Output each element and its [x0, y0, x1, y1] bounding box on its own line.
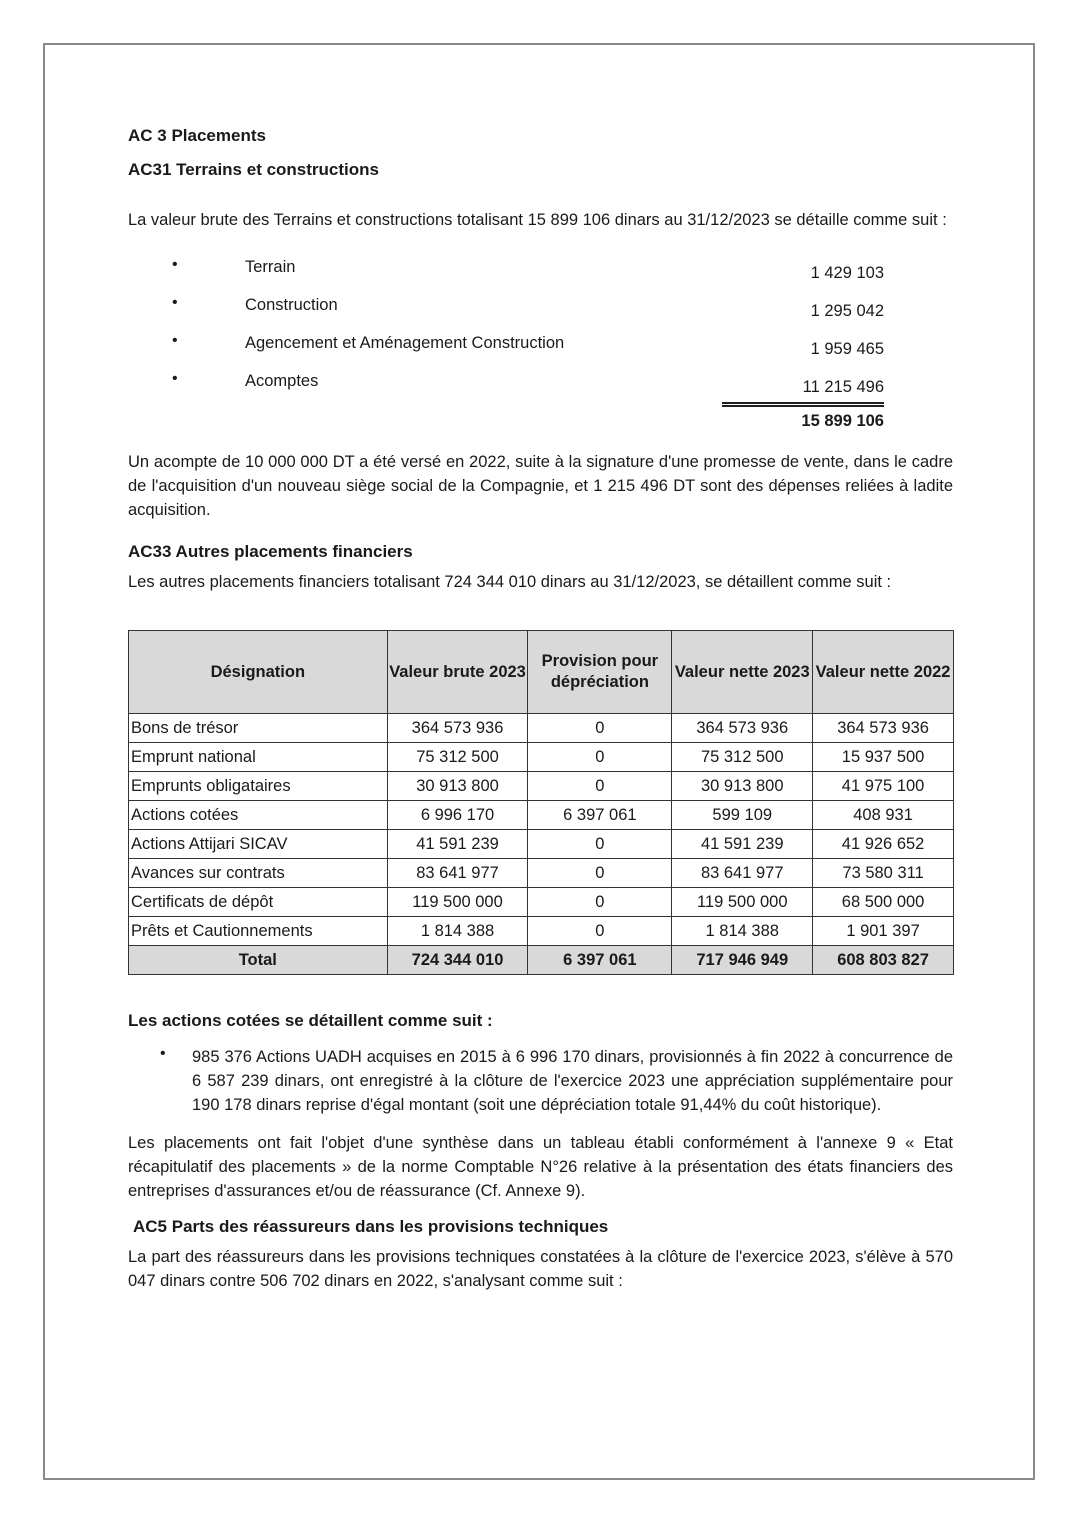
col-valeur-brute-2023: Valeur brute 2023: [387, 631, 528, 714]
cell-value: 41 591 239: [672, 830, 813, 859]
item-label: Agencement et Aménagement Construction: [245, 334, 565, 352]
cell-value: 1 814 388: [672, 917, 813, 946]
col-provision: Provision pour dépréciation: [528, 631, 672, 714]
ac31-intro: La valeur brute des Terrains et constructions totalisant 15 899 106 dinars au 31/12/2023 se détaille comme suit :: [128, 211, 947, 229]
bullet-icon: •: [160, 1045, 166, 1062]
cell-value: 0: [528, 917, 672, 946]
ac31-title: AC31 Terrains et constructions: [128, 160, 379, 179]
cell-total-value: 608 803 827: [813, 946, 954, 975]
cell-value: 6 996 170: [387, 801, 528, 830]
item-value: 1 295 042: [810, 302, 884, 320]
table-row: [129, 888, 954, 917]
item-label: Acomptes: [245, 372, 319, 390]
cell-value: 41 926 652: [813, 830, 954, 859]
ac33-title: AC33 Autres placements financiers: [128, 542, 413, 561]
cell-value: 6 397 061: [528, 801, 672, 830]
cell-designation: Emprunt national: [129, 743, 388, 772]
ac31-total: 15 899 106: [801, 412, 884, 430]
section-title: AC 3 Placements: [128, 126, 266, 145]
ac33-intro: Les autres placements financiers totalisant 724 344 010 dinars au 31/12/2023, se détaillent comme suit :: [128, 573, 892, 591]
col-designation: Désignation: [129, 631, 388, 714]
cell-value: 75 312 500: [387, 743, 528, 772]
cell-designation: Emprunts obligataires: [129, 772, 388, 801]
cell-value: 83 641 977: [672, 859, 813, 888]
cell-total-label: Total: [129, 946, 388, 975]
col-valeur-nette-2023: Valeur nette 2023: [672, 631, 813, 714]
bullet-icon: •: [172, 370, 178, 387]
table-row: [129, 743, 954, 772]
synthese-text: Les placements ont fait l'objet d'une synthèse dans un tableau établi conformément à l'annexe 9 « Etat récapitulatif des placements » de la norme Comptable N°26 relative à la présentation des états financiers des entreprises d'assurances et/ou de réassurance (Cf. Annexe 9).: [128, 1134, 953, 1200]
ac31-item: [128, 258, 884, 288]
ac31-item: [128, 334, 884, 364]
cell-value: 30 913 800: [387, 772, 528, 801]
cell-value: 73 580 311: [813, 859, 954, 888]
cell-value: 364 573 936: [813, 714, 954, 743]
ac31-item: [128, 372, 884, 402]
cell-designation: Actions cotées: [129, 801, 388, 830]
cell-value: 0: [528, 888, 672, 917]
cell-designation: Actions Attijari SICAV: [129, 830, 388, 859]
cell-total-value: 6 397 061: [528, 946, 672, 975]
cell-value: 364 573 936: [387, 714, 528, 743]
cell-value: 408 931: [813, 801, 954, 830]
cell-value: 15 937 500: [813, 743, 954, 772]
document-body: [128, 126, 953, 1293]
item-label: Terrain: [245, 258, 296, 276]
cell-value: 1 814 388: [387, 917, 528, 946]
actions-bullet-text: 985 376 Actions UADH acquises en 2015 à 6 996 170 dinars, provisionnés à fin 2022 à concurrence de 6 587 239 dinars, ont enregistré à la clôture de l'exercice 2023 une appréciation supplémentaire pour 190 178 dinars reprise d'égal montant (soit une dépréciation totale 91,44% du coût historique).: [192, 1048, 953, 1114]
cell-value: 83 641 977: [387, 859, 528, 888]
cell-value: 0: [528, 714, 672, 743]
cell-value: 119 500 000: [672, 888, 813, 917]
bullet-icon: •: [172, 332, 178, 349]
ac31-item: [128, 296, 884, 326]
cell-value: 1 901 397: [813, 917, 954, 946]
placements-table: [128, 630, 954, 975]
cell-designation: Avances sur contrats: [129, 859, 388, 888]
cell-value: 364 573 936: [672, 714, 813, 743]
bullet-icon: •: [172, 256, 178, 273]
table-total-row: [129, 946, 954, 975]
item-value: 1 429 103: [810, 264, 884, 282]
cell-value: 75 312 500: [672, 743, 813, 772]
cell-designation: Prêts et Cautionnements: [129, 917, 388, 946]
table-row: [129, 801, 954, 830]
cell-value: 0: [528, 743, 672, 772]
cell-value: 68 500 000: [813, 888, 954, 917]
table-row: [129, 772, 954, 801]
cell-value: 599 109: [672, 801, 813, 830]
table-row: [129, 830, 954, 859]
table-row: [129, 714, 954, 743]
cell-value: 0: [528, 772, 672, 801]
cell-value: 0: [528, 859, 672, 888]
ac5-text: La part des réassureurs dans les provisions techniques constatées à la clôture de l'exercice 2023, s'élève à 570 047 dinars contre 506 702 dinars en 2022, s'analysant comme suit :: [128, 1248, 953, 1290]
table-header-row: [129, 631, 954, 714]
actions-bullet-list: [128, 1045, 953, 1117]
item-label: Construction: [245, 296, 338, 314]
item-value: 11 215 496: [802, 378, 884, 396]
cell-value: 41 591 239: [387, 830, 528, 859]
item-value: 1 959 465: [810, 340, 884, 358]
cell-designation: Certificats de dépôt: [129, 888, 388, 917]
ac31-note: Un acompte de 10 000 000 DT a été versé en 2022, suite à la signature d'une promesse de vente, dans le cadre de l'acquisition d'un nouveau siège social de la Compagnie, et 1 215 496 DT sont des dépenses reliées à ladite acquisition.: [128, 453, 953, 519]
cell-value: 0: [528, 830, 672, 859]
table-row: [129, 859, 954, 888]
table-row: [129, 917, 954, 946]
bullet-icon: •: [172, 294, 178, 311]
cell-designation: Bons de trésor: [129, 714, 388, 743]
cell-total-value: 717 946 949: [672, 946, 813, 975]
ac31-items: [128, 258, 953, 448]
total-double-rule: [722, 402, 884, 407]
actions-title: Les actions cotées se détaillent comme suit :: [128, 1011, 493, 1030]
cell-value: 30 913 800: [672, 772, 813, 801]
ac5-title: AC5 Parts des réassureurs dans les provisions techniques: [133, 1217, 609, 1236]
col-valeur-nette-2022: Valeur nette 2022: [813, 631, 954, 714]
cell-value: 119 500 000: [387, 888, 528, 917]
cell-total-value: 724 344 010: [387, 946, 528, 975]
cell-value: 41 975 100: [813, 772, 954, 801]
